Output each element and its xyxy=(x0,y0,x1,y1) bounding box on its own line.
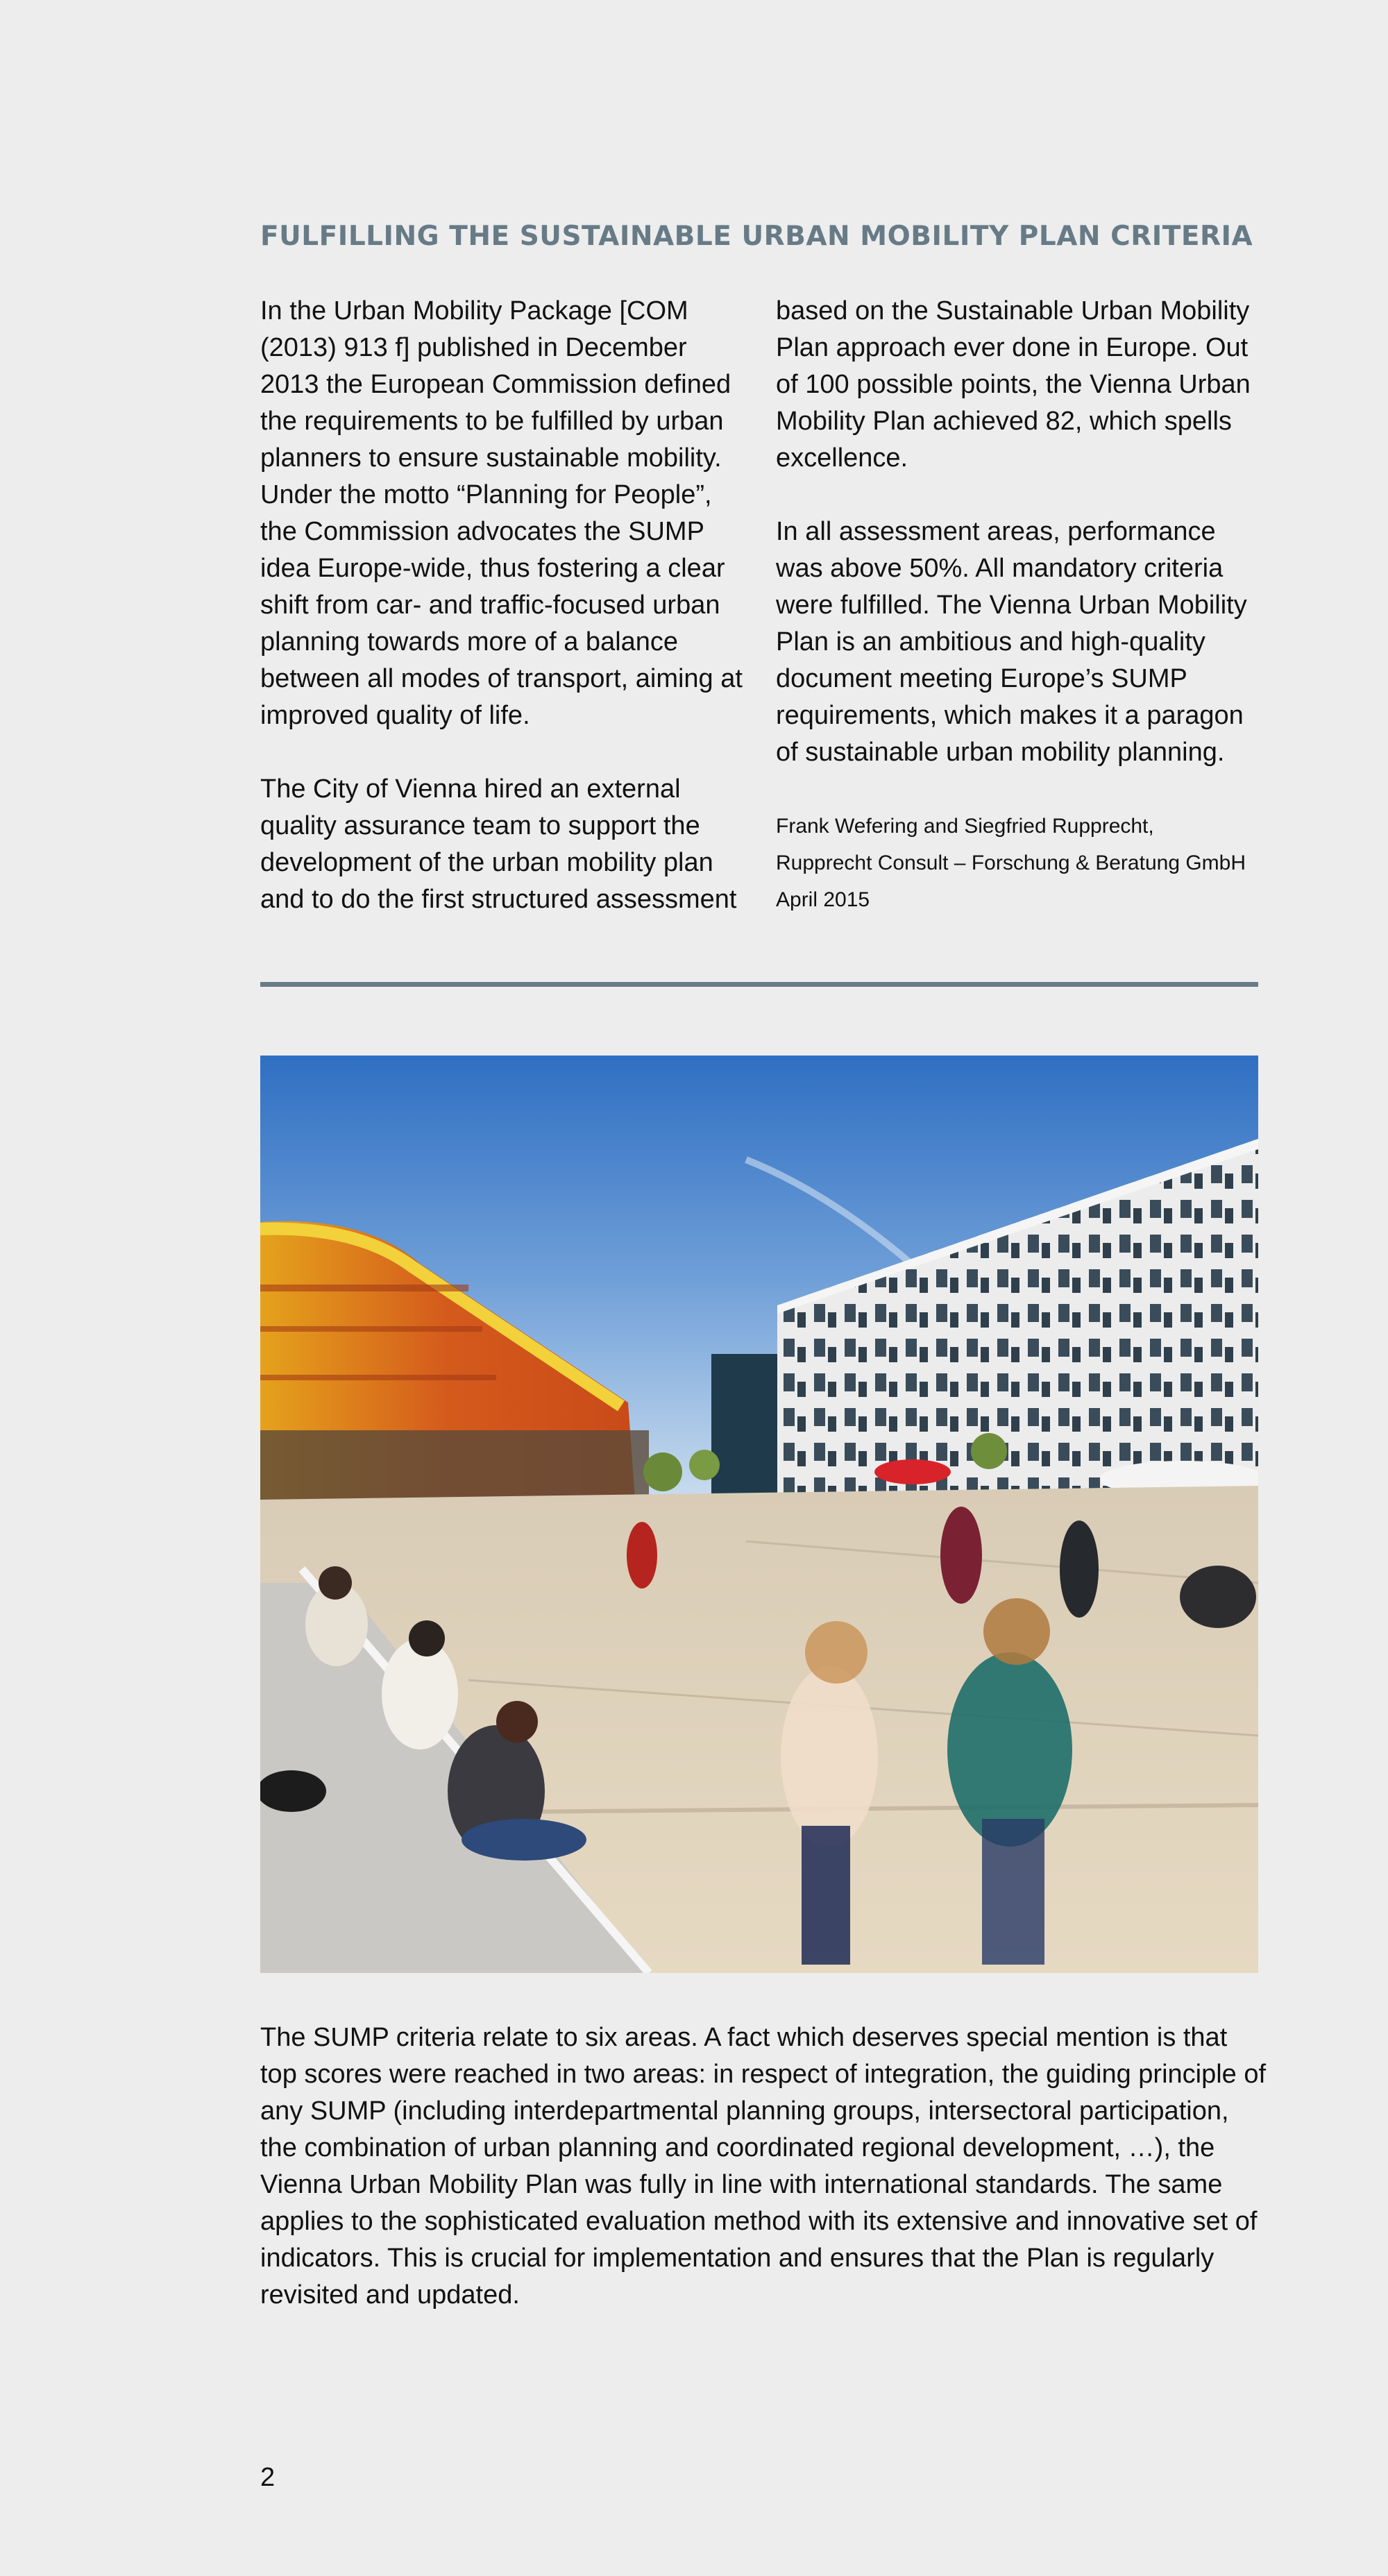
page-number: 2 xyxy=(260,2463,276,2492)
credit-company: Rupprecht Consult – Forschung & Beratung GmbH xyxy=(776,851,1246,874)
text-column-right xyxy=(776,293,1262,918)
vienna-plaza-photo xyxy=(260,1056,1258,1973)
assessment-result-paragraph: based on the Sustainable Urban Mobility Plan approach ever done in Europe. Out of 100 possible points, the Vienna Urban Mobility Plan achieved 82, which spells excellence. xyxy=(776,296,1251,473)
text-column-left xyxy=(260,293,746,918)
intro-paragraph: In the Urban Mobility Package [COM (2013) 913 f] published in December 2013 the European Commission defined the requirements to be fulfilled by urban planners to ensure sustainable mobility. Under the motto “Planning for People”, the Commission advocates the SUMP idea Europe-wide, thus fostering a clear shift from car- and traffic-focused urban planning towards more of a balance between all modes of transport, aiming at improved quality of life. xyxy=(260,296,743,730)
section-title: FULFILLING THE SUSTAINABLE URBAN MOBILITY PLAN CRITERIA xyxy=(260,221,1253,252)
credit-date: April 2015 xyxy=(776,888,870,911)
quality-assurance-paragraph: The City of Vienna hired an external quality assurance team to support the development of the urban mobility plan and to do the first structured assessment xyxy=(260,774,737,914)
performance-paragraph: In all assessment areas, performance was above 50%. All mandatory criteria were fulfilled. The Vienna Urban Mobility Plan is an ambitious and high-quality document meeting Europe’s SUMP requirements, which makes it a paragon of sustainable urban mobility planning. xyxy=(776,517,1247,767)
summary-paragraph: The SUMP criteria relate to six areas. A fact which deserves special mention is that top scores were reached in two areas: in respect of integration, the guiding principle of any SUMP (including interdepartmental planning groups, intersectoral participation, the combination of urban planning and coordinated regional development, …), the Vienna Urban Mobility Plan was fully in line with international standards. The same applies to the sophisticated evaluation method with its extensive and innovative set of indicators. This is crucial for implementation and ensures that the Plan is regularly revisited and updated. xyxy=(260,2023,1267,2310)
credit-authors: Frank Wefering and Siegfried Rupprecht, xyxy=(776,815,1154,838)
author-credits xyxy=(776,808,1262,918)
section-divider xyxy=(260,982,1258,987)
